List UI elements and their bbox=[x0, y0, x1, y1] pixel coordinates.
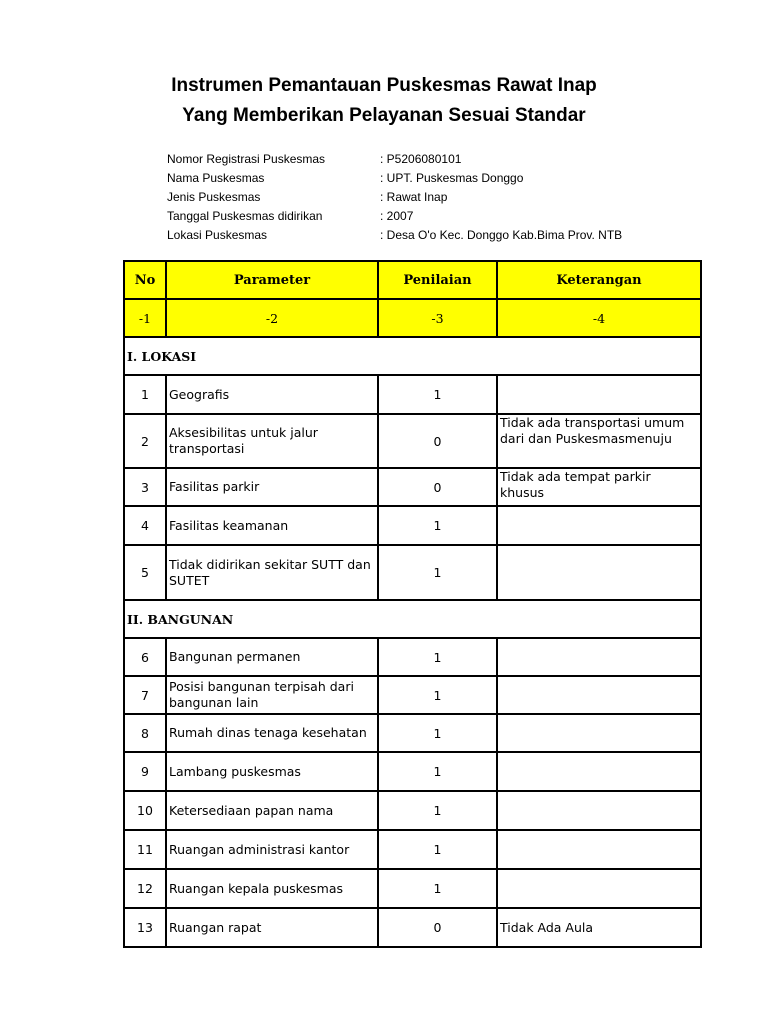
row-number: 13 bbox=[124, 908, 166, 947]
table-row bbox=[124, 752, 701, 791]
row-parameter: Ruangan rapat bbox=[166, 908, 378, 947]
table-row bbox=[124, 908, 701, 947]
row-note bbox=[497, 545, 701, 600]
row-score: 0 bbox=[378, 468, 497, 506]
row-score: 1 bbox=[378, 752, 497, 791]
table-subheader-row bbox=[124, 299, 701, 337]
document-title-line2: Yang Memberikan Pelayanan Sesuai Standar bbox=[182, 105, 586, 126]
header-no: No bbox=[124, 261, 166, 299]
row-note bbox=[497, 676, 701, 714]
info-row-name bbox=[167, 169, 687, 188]
assessment-table bbox=[123, 260, 702, 948]
row-number: 11 bbox=[124, 830, 166, 869]
info-value: : Desa O'o Kec. Donggo Kab.Bima Prov. NTB bbox=[380, 228, 623, 242]
row-note bbox=[497, 869, 701, 908]
row-parameter: Rumah dinas tenaga kesehatan bbox=[166, 714, 378, 752]
section-row-lokasi bbox=[124, 337, 701, 375]
section-title: I. LOKASI bbox=[124, 337, 701, 375]
puskesmas-info bbox=[167, 150, 687, 245]
row-number: 5 bbox=[124, 545, 166, 600]
row-score: 1 bbox=[378, 638, 497, 676]
row-number: 6 bbox=[124, 638, 166, 676]
info-label: Lokasi Puskesmas bbox=[167, 228, 268, 242]
row-note bbox=[497, 375, 701, 414]
row-score: 0 bbox=[378, 414, 497, 468]
row-note: Tidak ada transportasi umum dari dan Puskesmasmenuju bbox=[497, 414, 701, 468]
section-row-bangunan bbox=[124, 600, 701, 638]
row-parameter: Ruangan kepala puskesmas bbox=[166, 869, 378, 908]
info-row-founded bbox=[167, 207, 687, 226]
section-title: II. BANGUNAN bbox=[124, 600, 701, 638]
row-number: 2 bbox=[124, 414, 166, 468]
info-value: : 2007 bbox=[380, 209, 414, 223]
table-row bbox=[124, 676, 701, 714]
info-value: : Rawat Inap bbox=[380, 190, 448, 204]
header-parameter: Parameter bbox=[166, 261, 378, 299]
row-score: 0 bbox=[378, 908, 497, 947]
table-header-row bbox=[124, 261, 701, 299]
row-parameter: Posisi bangunan terpisah dari bangunan lain bbox=[166, 676, 378, 714]
row-note bbox=[497, 714, 701, 752]
info-label: Tanggal Puskesmas didirikan bbox=[167, 209, 323, 223]
row-note: Tidak Ada Aula bbox=[497, 908, 701, 947]
row-parameter: Fasilitas parkir bbox=[166, 468, 378, 506]
row-parameter: Bangunan permanen bbox=[166, 638, 378, 676]
info-row-location bbox=[167, 226, 687, 245]
row-score: 1 bbox=[378, 506, 497, 545]
row-score: 1 bbox=[378, 545, 497, 600]
row-number: 10 bbox=[124, 791, 166, 830]
row-number: 1 bbox=[124, 375, 166, 414]
subheader-score: -3 bbox=[378, 299, 497, 337]
row-number: 4 bbox=[124, 506, 166, 545]
row-score: 1 bbox=[378, 676, 497, 714]
row-note bbox=[497, 791, 701, 830]
row-score: 1 bbox=[378, 869, 497, 908]
row-note bbox=[497, 752, 701, 791]
row-note bbox=[497, 830, 701, 869]
row-parameter: Tidak didirikan sekitar SUTT dan SUTET bbox=[166, 545, 378, 600]
row-number: 7 bbox=[124, 676, 166, 714]
row-number: 9 bbox=[124, 752, 166, 791]
row-score: 1 bbox=[378, 830, 497, 869]
row-number: 3 bbox=[124, 468, 166, 506]
document-title-line1: Instrumen Pemantauan Puskesmas Rawat Inap bbox=[171, 75, 597, 96]
table-row bbox=[124, 638, 701, 676]
row-parameter: Ketersediaan papan nama bbox=[166, 791, 378, 830]
row-note bbox=[497, 506, 701, 545]
row-parameter: Geografis bbox=[166, 375, 378, 414]
info-label: Nomor Registrasi Puskesmas bbox=[167, 152, 326, 166]
row-number: 8 bbox=[124, 714, 166, 752]
row-score: 1 bbox=[378, 791, 497, 830]
header-score: Penilaian bbox=[378, 261, 497, 299]
row-parameter: Ruangan administrasi kantor bbox=[166, 830, 378, 869]
header-note: Keterangan bbox=[497, 261, 701, 299]
table-row bbox=[124, 506, 701, 545]
table-row bbox=[124, 791, 701, 830]
subheader-note: -4 bbox=[497, 299, 701, 337]
row-note bbox=[497, 638, 701, 676]
row-parameter: Fasilitas keamanan bbox=[166, 506, 378, 545]
table-row bbox=[124, 545, 701, 600]
row-score: 1 bbox=[378, 714, 497, 752]
info-value: : UPT. Puskesmas Donggo bbox=[380, 171, 524, 185]
table-row bbox=[124, 714, 701, 752]
info-label: Nama Puskesmas bbox=[167, 171, 265, 185]
info-row-type bbox=[167, 188, 687, 207]
table-row bbox=[124, 830, 701, 869]
info-value: : P5206080101 bbox=[380, 152, 462, 166]
subheader-parameter: -2 bbox=[166, 299, 378, 337]
row-note: Tidak ada tempat parkir khusus bbox=[497, 468, 701, 506]
table-row bbox=[124, 414, 701, 468]
row-parameter: Aksesibilitas untuk jalur transportasi bbox=[166, 414, 378, 468]
row-score: 1 bbox=[378, 375, 497, 414]
subheader-no: -1 bbox=[124, 299, 166, 337]
table-row bbox=[124, 468, 701, 506]
info-label: Jenis Puskesmas bbox=[167, 190, 261, 204]
row-parameter: Lambang puskesmas bbox=[166, 752, 378, 791]
info-row-registration bbox=[167, 150, 687, 169]
table-row bbox=[124, 375, 701, 414]
row-number: 12 bbox=[124, 869, 166, 908]
table-row bbox=[124, 869, 701, 908]
